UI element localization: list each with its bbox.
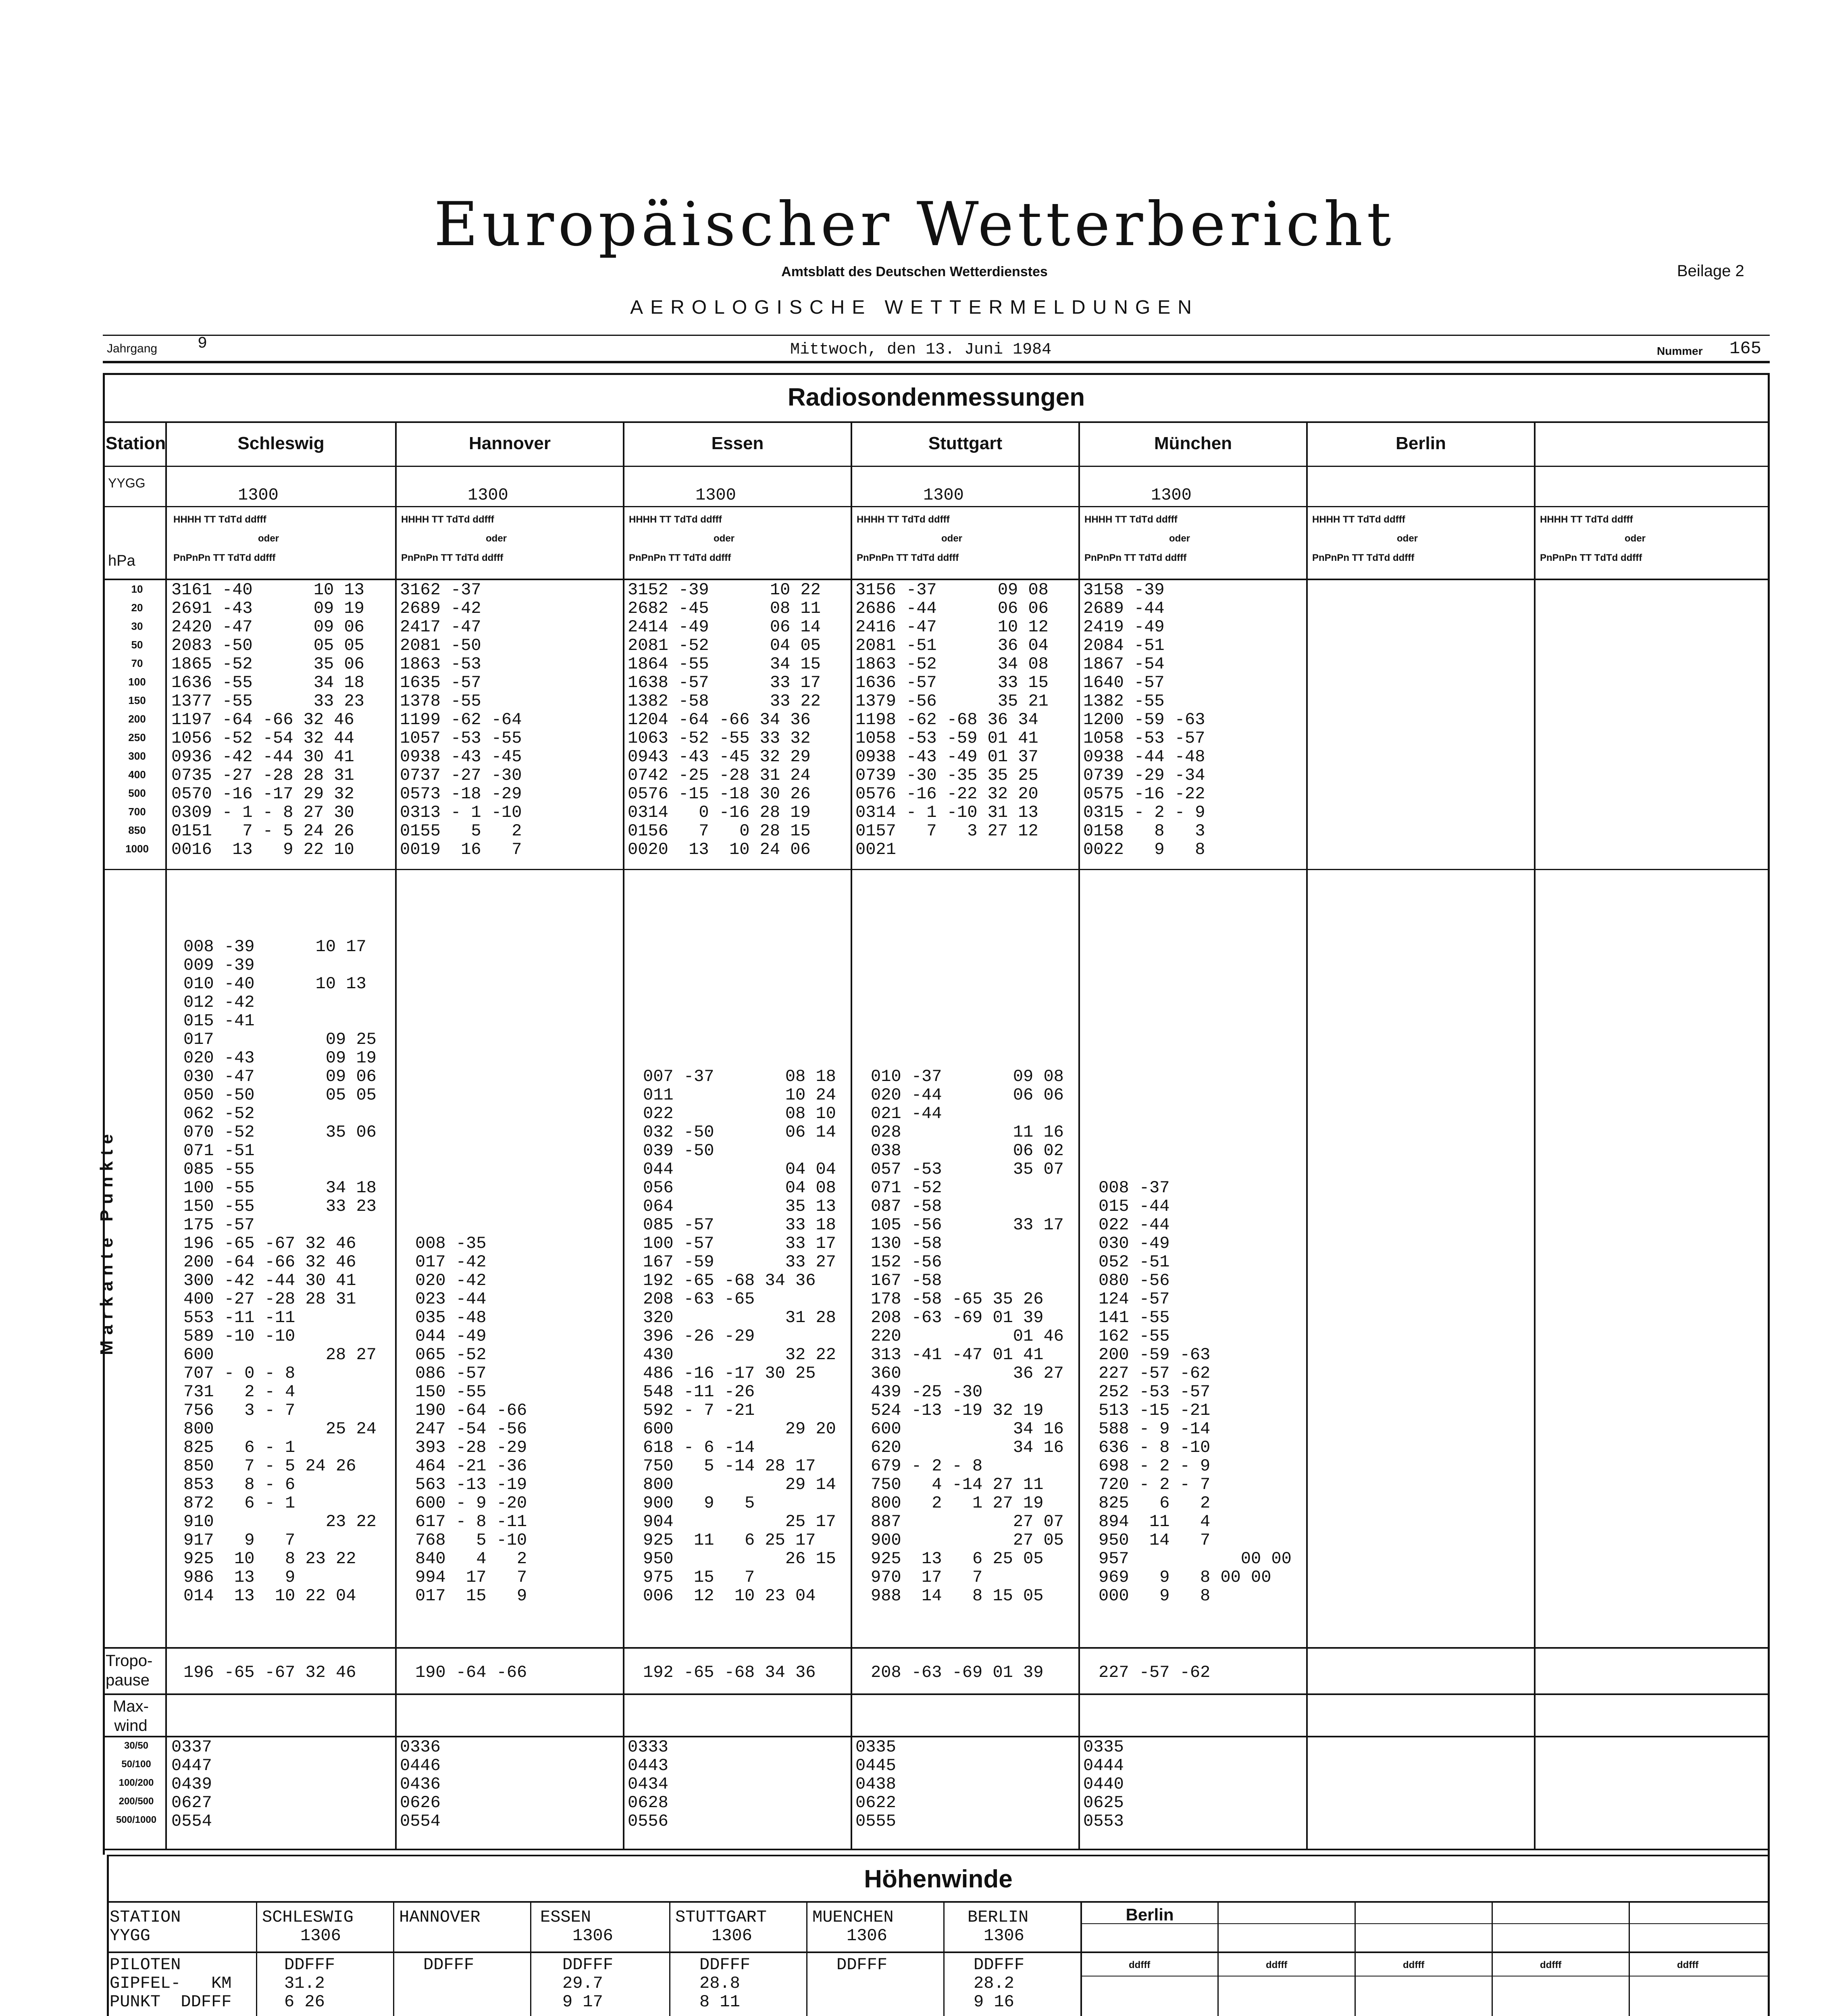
layer-label: 200/500 xyxy=(119,1796,154,1807)
layer-label: 500/1000 xyxy=(116,1814,157,1825)
standard-data-stuttgart: 3156 -37 09 08 2686 -44 06 06 2416 -47 10 12 2081 -51 36 04 1863 -52 34 08 1636 -57 33 15 1379 -56 35 21 1198 -62 -68 36 34 1058 -53 -59 01 41 0938 -43 -49 01 37 0739 -30 -35 35 25 0576 -16 -22 32 20 0314 - 1 -10 31 13 0157 7 3 27 12 0021 xyxy=(855,580,1049,859)
col-header-bottom: PnPnPn TT TdTd ddfff xyxy=(857,552,959,563)
ddfff-label: ddfff xyxy=(1540,1960,1562,1970)
col-header-top: HHHH TT TdTd ddfff xyxy=(1084,514,1178,525)
wind-station-essen: ESSEN xyxy=(540,1908,591,1927)
yygg-value: 1300 xyxy=(468,485,508,505)
level-label: 10 xyxy=(131,583,143,595)
wind-yygg: 1306 xyxy=(847,1926,887,1945)
col-header-oder: oder xyxy=(486,533,507,544)
col-header-oder: oder xyxy=(941,533,963,544)
standard-data-essen: 3152 -39 10 22 2682 -45 08 11 2414 -49 06 14 2081 -52 04 05 1864 -55 34 15 1638 -57 33 17 1382 -58 33 22 1204 -64 -66 34 36 1063 -52 -55 33 32 0943 -43 -45 32 29 0742 -25 -28 31 24 0576 -15 -18 30 26 0314 0 -16 28 19 0156 7 0 28 15 0020 13 10 24 06 xyxy=(628,580,821,859)
windshear-schleswig: 0337 0447 0439 0627 0554 xyxy=(171,1737,212,1831)
level-label: 400 xyxy=(128,768,146,781)
number-value: 165 xyxy=(1729,339,1762,359)
layer-label: 30/50 xyxy=(124,1740,149,1751)
col-header-top: HHHH TT TdTd ddfff xyxy=(401,514,494,525)
level-label: 700 xyxy=(128,806,146,818)
upper-winds-title: Höhenwinde xyxy=(864,1865,1013,1893)
piloten-essen: DDFFF 29.7 9 17 xyxy=(562,1955,614,2012)
issue-date: Mittwoch, den 13. Juni 1984 xyxy=(790,341,1052,359)
yygg-label: YYGG xyxy=(108,476,146,490)
station-hannover: Hannover xyxy=(469,433,551,453)
tropopause-stuttgart: 208 -63 -69 01 39 xyxy=(871,1663,1044,1682)
col-header-bottom: PnPnPn TT TdTd ddfff xyxy=(1312,552,1415,563)
station-muenchen: München xyxy=(1154,433,1232,453)
col-header-top: HHHH TT TdTd ddfff xyxy=(857,514,950,525)
subtitle: Amtsblatt des Deutschen Wetterdienstes xyxy=(781,264,1048,279)
station-schleswig: Schleswig xyxy=(237,433,325,453)
significant-data-stuttgart: 010 -37 09 08 020 -44 06 06 021 -44 028 11 16 038 06 02 057 -53 35 07 071 -52 087 -58 105 -56 33 17 130 -58 152 -56 167 -58 178 -58 -65 35 26 208 -63 -69 01 39 220 01 46 313 -41 -47 01 41 360 36 27 439 -25 -30 524 -13 -19 32 19 600 34 16 620 34 16 679 - 2 - 8 750 4 -14 27 11 800 2 1 27 19 887 27 07 900 27 05 925 13 6 25 05 970 17 7 988 14 8 15 05 xyxy=(871,1067,1064,1606)
col-header-oder: oder xyxy=(714,533,735,544)
tropopause-schleswig: 196 -65 -67 32 46 xyxy=(183,1663,356,1682)
level-label: 500 xyxy=(128,787,146,799)
station-essen: Essen xyxy=(711,433,764,453)
col-header-top: HHHH TT TdTd ddfff xyxy=(1312,514,1405,525)
col-header-top: HHHH TT TdTd ddfff xyxy=(629,514,722,525)
level-label: 20 xyxy=(131,602,143,614)
wind-station-muenchen: MUENCHEN xyxy=(812,1908,894,1927)
col-header-bottom: PnPnPn TT TdTd ddfff xyxy=(401,552,504,563)
rule xyxy=(103,361,1770,363)
col-header-top: HHHH TT TdTd ddfff xyxy=(1540,514,1633,525)
col-header-oder: oder xyxy=(1169,533,1190,544)
level-label: 150 xyxy=(128,694,146,706)
windshear-essen: 0333 0443 0434 0628 0556 xyxy=(628,1737,668,1831)
col-header-oder: oder xyxy=(258,533,279,544)
wind-yygg: 1306 xyxy=(712,1926,752,1945)
col-header-bottom: PnPnPn TT TdTd ddfff xyxy=(629,552,731,563)
wind-station-label: STATION YYGG xyxy=(110,1908,181,1945)
year-label: Jahrgang xyxy=(107,342,158,355)
wind-station-stuttgart: STUTTGART xyxy=(675,1908,767,1927)
station-label: Station xyxy=(106,433,166,453)
standard-data-schleswig: 3161 -40 10 13 2691 -43 09 19 2420 -47 09 06 2083 -50 05 05 1865 -52 35 06 1636 -55 34 18 1377 -55 33 23 1197 -64 -66 32 46 1056 -52 -54 32 44 0936 -42 -44 30 41 0735 -27 -28 28 31 0570 -16 -17 29 32 0309 - 1 - 8 27 30 0151 7 - 5 24 26 0016 13 9 22 10 xyxy=(171,580,364,859)
windshear-muenchen: 0335 0444 0440 0625 0553 xyxy=(1083,1737,1124,1831)
year-value: 9 xyxy=(198,335,208,353)
standard-data-muenchen: 3158 -39 2689 -44 2419 -49 2084 -51 1867 -54 1640 -57 1382 -55 1200 -59 -63 1058 -53 -57 0938 -44 -48 0739 -29 -34 0575 -16 -22 0315 - 2 - 9 0158 8 3 0022 9 8 xyxy=(1083,580,1205,859)
tropopause-muenchen: 227 -57 -62 xyxy=(1099,1663,1211,1682)
maxwind-label: Max- wind xyxy=(113,1697,149,1735)
piloten-muenchen: DDFFF xyxy=(836,1955,888,1974)
standard-data-hannover: 3162 -37 2689 -42 2417 -47 2081 -50 1863 -53 1635 -57 1378 -55 1199 -62 -64 1057 -53 -55 0938 -43 -45 0737 -27 -30 0573 -18 -29 0313 - 1 -10 0155 5 2 0019 16 7 xyxy=(400,580,522,859)
wind-yygg: 1306 xyxy=(300,1926,341,1945)
station-stuttgart: Stuttgart xyxy=(928,433,1003,453)
wind-station-berlin: BERLIN xyxy=(968,1908,1029,1927)
col-header-oder: oder xyxy=(1397,533,1418,544)
piloten-stuttgart: DDFFF 28.8 8 11 xyxy=(699,1955,751,2012)
significant-points-label: Markante Punkte xyxy=(97,1128,117,1356)
windshear-stuttgart: 0335 0445 0438 0622 0555 xyxy=(855,1737,896,1831)
col-header-bottom: PnPnPn TT TdTd ddfff xyxy=(1084,552,1187,563)
level-label: 70 xyxy=(131,657,143,669)
significant-data-essen: 007 -37 08 18 011 10 24 022 08 10 032 -50 06 14 039 -50 044 04 04 056 04 08 064 35 13 085 -57 33 18 100 -57 33 17 167 -59 33 27 192 -65 -68 34 36 208 -63 -65 320 31 28 396 -26 -29 430 32 22 486 -16 -17 30 25 548 -11 -26 592 - 7 -21 600 29 20 618 - 6 -14 750 5 -14 28 17 800 29 14 900 9 5 904 25 17 925 11 6 25 17 950 26 15 975 15 7 006 12 10 23 04 xyxy=(643,1067,836,1606)
yygg-value: 1300 xyxy=(695,485,736,505)
piloten-label: PILOTEN GIPFEL- KM PUNKT DDFFF xyxy=(110,1955,232,2012)
wind-yygg: 1306 xyxy=(572,1926,613,1945)
section-heading: AEROLOGISCHE WETTERMELDUNGEN xyxy=(630,297,1199,318)
number-label: Nummer xyxy=(1657,345,1703,357)
station-berlin: Berlin xyxy=(1396,433,1446,453)
ddfff-label: ddfff xyxy=(1266,1960,1288,1970)
tropopause-essen: 192 -65 -68 34 36 xyxy=(643,1663,816,1682)
windshear-hannover: 0336 0446 0436 0626 0554 xyxy=(400,1737,441,1831)
piloten-schleswig: DDFFF 31.2 6 26 xyxy=(284,1955,335,2012)
wind-yygg: 1306 xyxy=(984,1926,1024,1945)
supplement-label: Beilage 2 xyxy=(1677,262,1744,280)
ddfff-label: ddfff xyxy=(1129,1960,1151,1970)
significant-data-muenchen: 008 -37 015 -44 022 -44 030 -49 052 -51 080 -56 124 -57 141 -55 162 -55 200 -59 -63 227 -57 -62 252 -53 -57 513 -15 -21 588 - 9 -14 636 - 8 -10 698 - 2 - 9 720 - 2 - 7 825 6 2 894 11 4 950 14 7 957 00 00 969 9 8 00 00 000 9 8 xyxy=(1099,1178,1292,1606)
yygg-value: 1300 xyxy=(238,485,279,505)
radiosonde-title: Radiosondenmessungen xyxy=(787,383,1085,411)
yygg-value: 1300 xyxy=(1151,485,1192,505)
significant-data-schleswig: 008 -39 10 17 009 -39 010 -40 10 13 012 -42 015 -41 017 09 25 020 -43 09 19 030 -47 09 06 050 -50 05 05 062 -52 070 -52 35 06 071 -51 085 -55 100 -55 34 18 150 -55 33 23 175 -57 196 -65 -67 32 46 200 -64 -66 32 46 300 -42 -44 30 41 400 -27 -28 28 31 553 -11 -11 589 -10 -10 600 28 27 707 - 0 - 8 731 2 - 4 756 3 - 7 800 25 24 825 6 - 1 850 7 - 5 24 26 853 8 - 6 872 6 - 1 910 23 22 917 9 7 925 10 8 23 22 986 13 9 014 13 10 22 04 xyxy=(183,937,377,1606)
level-label: 200 xyxy=(128,713,146,725)
col-header-oder: oder xyxy=(1625,533,1646,544)
yygg-value: 1300 xyxy=(923,485,964,505)
level-label: 30 xyxy=(131,620,143,632)
piloten-hannover: DDFFF xyxy=(423,1955,474,1974)
layer-label: 50/100 xyxy=(121,1759,151,1770)
wind-station-schleswig: SCHLESWIG xyxy=(262,1908,354,1927)
col-header-bottom: PnPnPn TT TdTd ddfff xyxy=(1540,552,1642,563)
level-label: 850 xyxy=(128,824,146,836)
page-title: Europäischer Wetterbericht xyxy=(434,190,1395,260)
level-label: 1000 xyxy=(125,843,149,855)
piloten-berlin: DDFFF 28.2 9 16 xyxy=(974,1955,1025,2012)
level-label: 100 xyxy=(128,676,146,688)
tropopause-label: Tropo- pause xyxy=(106,1652,153,1689)
col-header-bottom: PnPnPn TT TdTd ddfff xyxy=(173,552,276,563)
extra-station-berlin: Berlin xyxy=(1126,1905,1174,1924)
significant-data-hannover: 008 -35 017 -42 020 -42 023 -44 035 -48 044 -49 065 -52 086 -57 150 -55 190 -64 -66 247 -54 -56 393 -28 -29 464 -21 -36 563 -13 -19 600 - 9 -20 617 - 8 -11 768 5 -10 840 4 2 994 17 7 017 15 9 xyxy=(415,1234,527,1606)
rule xyxy=(103,335,1770,336)
col-header-top: HHHH TT TdTd ddfff xyxy=(173,514,266,525)
ddfff-label: ddfff xyxy=(1677,1960,1699,1970)
ddfff-label: ddfff xyxy=(1403,1960,1425,1970)
hpa-label: hPa xyxy=(108,552,135,569)
level-label: 300 xyxy=(128,750,146,762)
level-label: 250 xyxy=(128,731,146,744)
level-label: 50 xyxy=(131,639,143,651)
tropopause-hannover: 190 -64 -66 xyxy=(415,1663,527,1682)
wind-station-hannover: HANNOVER xyxy=(399,1908,481,1927)
layer-label: 100/200 xyxy=(119,1777,154,1788)
